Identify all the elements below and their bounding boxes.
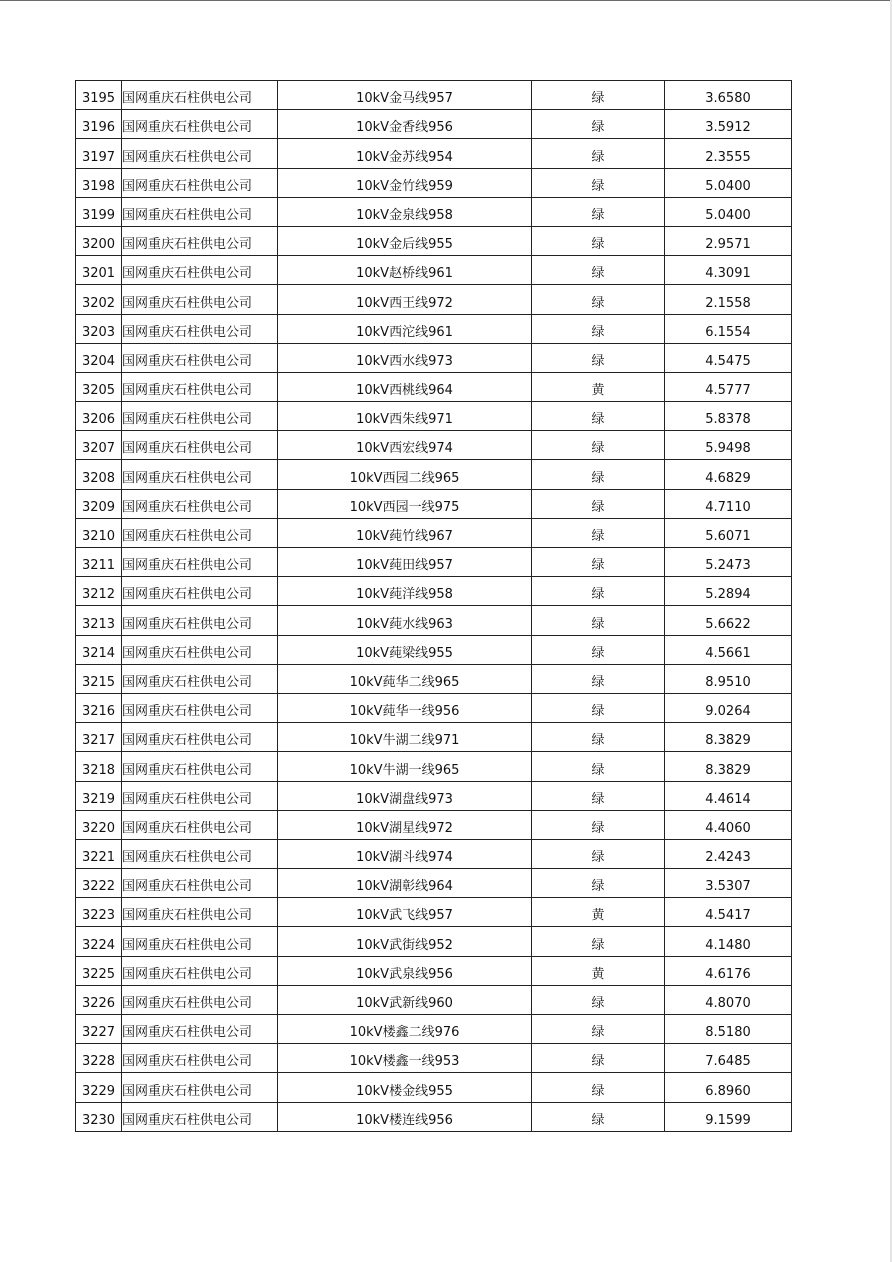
value-cell: 8.5180 [665,1015,792,1044]
company-cell: 国网重庆石柱供电公司 [122,839,278,868]
company-cell: 国网重庆石柱供电公司 [122,197,278,226]
table-row [76,489,792,518]
company-cell: 国网重庆石柱供电公司 [122,226,278,255]
row-number-cell: 3204 [76,343,122,372]
line-name-cell: 10kV金后线955 [278,226,532,255]
table-row [76,256,792,285]
row-number-cell: 3200 [76,226,122,255]
line-name-cell: 10kV牛湖一线965 [278,752,532,781]
table-row [76,1102,792,1131]
value-cell: 4.6176 [665,956,792,985]
row-number-cell: 3218 [76,752,122,781]
company-cell: 国网重庆石柱供电公司 [122,635,278,664]
status-cell: 绿 [532,256,665,285]
status-cell: 黄 [532,372,665,401]
value-cell: 5.8378 [665,402,792,431]
company-cell: 国网重庆石柱供电公司 [122,139,278,168]
status-cell: 绿 [532,781,665,810]
value-cell: 5.0400 [665,168,792,197]
value-cell: 5.6071 [665,518,792,547]
table-row [76,81,792,110]
value-cell: 8.3829 [665,752,792,781]
row-number-cell: 3209 [76,489,122,518]
row-number-cell: 3223 [76,898,122,927]
line-name-cell: 10kV武新线960 [278,985,532,1014]
table-row [76,693,792,722]
status-cell: 绿 [532,81,665,110]
line-name-cell: 10kV西桃线964 [278,372,532,401]
value-cell: 4.4060 [665,810,792,839]
status-cell: 绿 [532,664,665,693]
company-cell: 国网重庆石柱供电公司 [122,110,278,139]
row-number-cell: 3226 [76,985,122,1014]
status-cell: 绿 [532,1073,665,1102]
table-row [76,139,792,168]
company-cell: 国网重庆石柱供电公司 [122,343,278,372]
company-cell: 国网重庆石柱供电公司 [122,518,278,547]
value-cell: 5.2894 [665,577,792,606]
table-row [76,985,792,1014]
status-cell: 绿 [532,810,665,839]
value-cell: 4.5661 [665,635,792,664]
row-number-cell: 3203 [76,314,122,343]
status-cell: 绿 [532,197,665,226]
table-row [76,752,792,781]
line-name-cell: 10kV金香线956 [278,110,532,139]
value-cell: 5.0400 [665,197,792,226]
value-cell: 3.5912 [665,110,792,139]
line-name-cell: 10kV金泉线958 [278,197,532,226]
line-name-cell: 10kV西宏线974 [278,431,532,460]
table-row [76,839,792,868]
row-number-cell: 3211 [76,548,122,577]
line-name-cell: 10kV西园一线975 [278,489,532,518]
line-name-cell: 10kV莼梁线955 [278,635,532,664]
row-number-cell: 3199 [76,197,122,226]
line-name-cell: 10kV武街线952 [278,927,532,956]
value-cell: 8.9510 [665,664,792,693]
status-cell: 绿 [532,752,665,781]
row-number-cell: 3222 [76,869,122,898]
company-cell: 国网重庆石柱供电公司 [122,606,278,635]
row-number-cell: 3214 [76,635,122,664]
line-name-cell: 10kV楼连线956 [278,1102,532,1131]
value-cell: 2.4243 [665,839,792,868]
table-row [76,1015,792,1044]
row-number-cell: 3215 [76,664,122,693]
company-cell: 国网重庆石柱供电公司 [122,664,278,693]
status-cell: 绿 [532,1102,665,1131]
row-number-cell: 3228 [76,1044,122,1073]
table-row [76,927,792,956]
table-row [76,723,792,752]
status-cell: 绿 [532,927,665,956]
row-number-cell: 3221 [76,839,122,868]
company-cell: 国网重庆石柱供电公司 [122,956,278,985]
line-name-cell: 10kV赵桥线961 [278,256,532,285]
status-cell: 绿 [532,285,665,314]
row-number-cell: 3216 [76,693,122,722]
company-cell: 国网重庆石柱供电公司 [122,548,278,577]
status-cell: 绿 [532,431,665,460]
company-cell: 国网重庆石柱供电公司 [122,985,278,1014]
row-number-cell: 3227 [76,1015,122,1044]
line-name-cell: 10kV西朱线971 [278,402,532,431]
value-cell: 4.5417 [665,898,792,927]
value-cell: 5.2473 [665,548,792,577]
row-number-cell: 3208 [76,460,122,489]
table-row [76,110,792,139]
table-row [76,402,792,431]
value-cell: 8.3829 [665,723,792,752]
line-name-cell: 10kV牛湖二线971 [278,723,532,752]
value-cell: 4.4614 [665,781,792,810]
company-cell: 国网重庆石柱供电公司 [122,168,278,197]
table-row [76,1044,792,1073]
page-top-border [0,0,892,1]
table-row [76,343,792,372]
line-name-cell: 10kV西水线973 [278,343,532,372]
table-row [76,781,792,810]
row-number-cell: 3229 [76,1073,122,1102]
row-number-cell: 3197 [76,139,122,168]
company-cell: 国网重庆石柱供电公司 [122,1015,278,1044]
table-row [76,635,792,664]
value-cell: 7.6485 [665,1044,792,1073]
line-name-cell: 10kV莼田线957 [278,548,532,577]
table-row [76,548,792,577]
company-cell: 国网重庆石柱供电公司 [122,1044,278,1073]
table-row [76,285,792,314]
line-name-cell: 10kV楼鑫一线953 [278,1044,532,1073]
table-row [76,577,792,606]
status-cell: 绿 [532,460,665,489]
row-number-cell: 3230 [76,1102,122,1131]
value-cell: 4.3091 [665,256,792,285]
company-cell: 国网重庆石柱供电公司 [122,489,278,518]
line-name-cell: 10kV西沱线961 [278,314,532,343]
value-cell: 4.1480 [665,927,792,956]
status-cell: 绿 [532,489,665,518]
table-body [76,81,792,1132]
row-number-cell: 3207 [76,431,122,460]
row-number-cell: 3213 [76,606,122,635]
status-cell: 绿 [532,314,665,343]
table-row [76,518,792,547]
company-cell: 国网重庆石柱供电公司 [122,256,278,285]
table-row [76,197,792,226]
line-name-cell: 10kV莼水线963 [278,606,532,635]
row-number-cell: 3210 [76,518,122,547]
value-cell: 6.8960 [665,1073,792,1102]
status-cell: 绿 [532,110,665,139]
table-row [76,869,792,898]
table-row [76,168,792,197]
table-row [76,226,792,255]
value-cell: 3.6580 [665,81,792,110]
company-cell: 国网重庆石柱供电公司 [122,752,278,781]
table-row [76,898,792,927]
row-number-cell: 3212 [76,577,122,606]
company-cell: 国网重庆石柱供电公司 [122,460,278,489]
line-name-cell: 10kV莼华二线965 [278,664,532,693]
line-name-cell: 10kV湖星线972 [278,810,532,839]
table-row [76,460,792,489]
value-cell: 4.6829 [665,460,792,489]
value-cell: 5.9498 [665,431,792,460]
company-cell: 国网重庆石柱供电公司 [122,431,278,460]
row-number-cell: 3220 [76,810,122,839]
status-cell: 绿 [532,1015,665,1044]
company-cell: 国网重庆石柱供电公司 [122,869,278,898]
status-cell: 绿 [532,168,665,197]
status-cell: 绿 [532,548,665,577]
company-cell: 国网重庆石柱供电公司 [122,314,278,343]
company-cell: 国网重庆石柱供电公司 [122,810,278,839]
row-number-cell: 3219 [76,781,122,810]
company-cell: 国网重庆石柱供电公司 [122,372,278,401]
row-number-cell: 3202 [76,285,122,314]
value-cell: 2.9571 [665,226,792,255]
status-cell: 绿 [532,839,665,868]
line-name-cell: 10kV湖斗线974 [278,839,532,868]
company-cell: 国网重庆石柱供电公司 [122,577,278,606]
row-number-cell: 3217 [76,723,122,752]
value-cell: 4.7110 [665,489,792,518]
status-cell: 黄 [532,898,665,927]
row-number-cell: 3201 [76,256,122,285]
status-cell: 绿 [532,606,665,635]
status-cell: 绿 [532,518,665,547]
table-row [76,664,792,693]
company-cell: 国网重庆石柱供电公司 [122,927,278,956]
line-name-cell: 10kV金马线957 [278,81,532,110]
line-name-cell: 10kV武泉线956 [278,956,532,985]
table-row [76,372,792,401]
row-number-cell: 3195 [76,81,122,110]
row-number-cell: 3198 [76,168,122,197]
status-cell: 绿 [532,869,665,898]
status-cell: 绿 [532,402,665,431]
table-row [76,810,792,839]
value-cell: 3.5307 [665,869,792,898]
table-row [76,431,792,460]
status-cell: 绿 [532,635,665,664]
line-name-cell: 10kV湖盘线973 [278,781,532,810]
value-cell: 2.1558 [665,285,792,314]
line-name-cell: 10kV湖彰线964 [278,869,532,898]
company-cell: 国网重庆石柱供电公司 [122,81,278,110]
line-name-cell: 10kV武飞线957 [278,898,532,927]
value-cell: 2.3555 [665,139,792,168]
table-row [76,314,792,343]
line-name-cell: 10kV西园二线965 [278,460,532,489]
status-cell: 绿 [532,1044,665,1073]
company-cell: 国网重庆石柱供电公司 [122,693,278,722]
data-table [75,80,792,1132]
table-row [76,606,792,635]
line-name-cell: 10kV莼华一线956 [278,693,532,722]
company-cell: 国网重庆石柱供电公司 [122,1102,278,1131]
line-name-cell: 10kV楼金线955 [278,1073,532,1102]
value-cell: 6.1554 [665,314,792,343]
value-cell: 4.8070 [665,985,792,1014]
company-cell: 国网重庆石柱供电公司 [122,898,278,927]
row-number-cell: 3225 [76,956,122,985]
company-cell: 国网重庆石柱供电公司 [122,723,278,752]
row-number-cell: 3224 [76,927,122,956]
line-name-cell: 10kV金苏线954 [278,139,532,168]
status-cell: 绿 [532,577,665,606]
line-name-cell: 10kV金竹线959 [278,168,532,197]
row-number-cell: 3196 [76,110,122,139]
value-cell: 5.6622 [665,606,792,635]
company-cell: 国网重庆石柱供电公司 [122,285,278,314]
value-cell: 4.5475 [665,343,792,372]
line-name-cell: 10kV西王线972 [278,285,532,314]
status-cell: 绿 [532,343,665,372]
value-cell: 9.0264 [665,693,792,722]
line-name-cell: 10kV莼竹线967 [278,518,532,547]
status-cell: 黄 [532,956,665,985]
table-row [76,956,792,985]
status-cell: 绿 [532,693,665,722]
value-cell: 4.5777 [665,372,792,401]
value-cell: 9.1599 [665,1102,792,1131]
status-cell: 绿 [532,723,665,752]
table-row [76,1073,792,1102]
status-cell: 绿 [532,226,665,255]
line-name-cell: 10kV莼洋线958 [278,577,532,606]
row-number-cell: 3206 [76,402,122,431]
company-cell: 国网重庆石柱供电公司 [122,1073,278,1102]
status-cell: 绿 [532,985,665,1014]
row-number-cell: 3205 [76,372,122,401]
line-name-cell: 10kV楼鑫二线976 [278,1015,532,1044]
status-cell: 绿 [532,139,665,168]
company-cell: 国网重庆石柱供电公司 [122,781,278,810]
company-cell: 国网重庆石柱供电公司 [122,402,278,431]
